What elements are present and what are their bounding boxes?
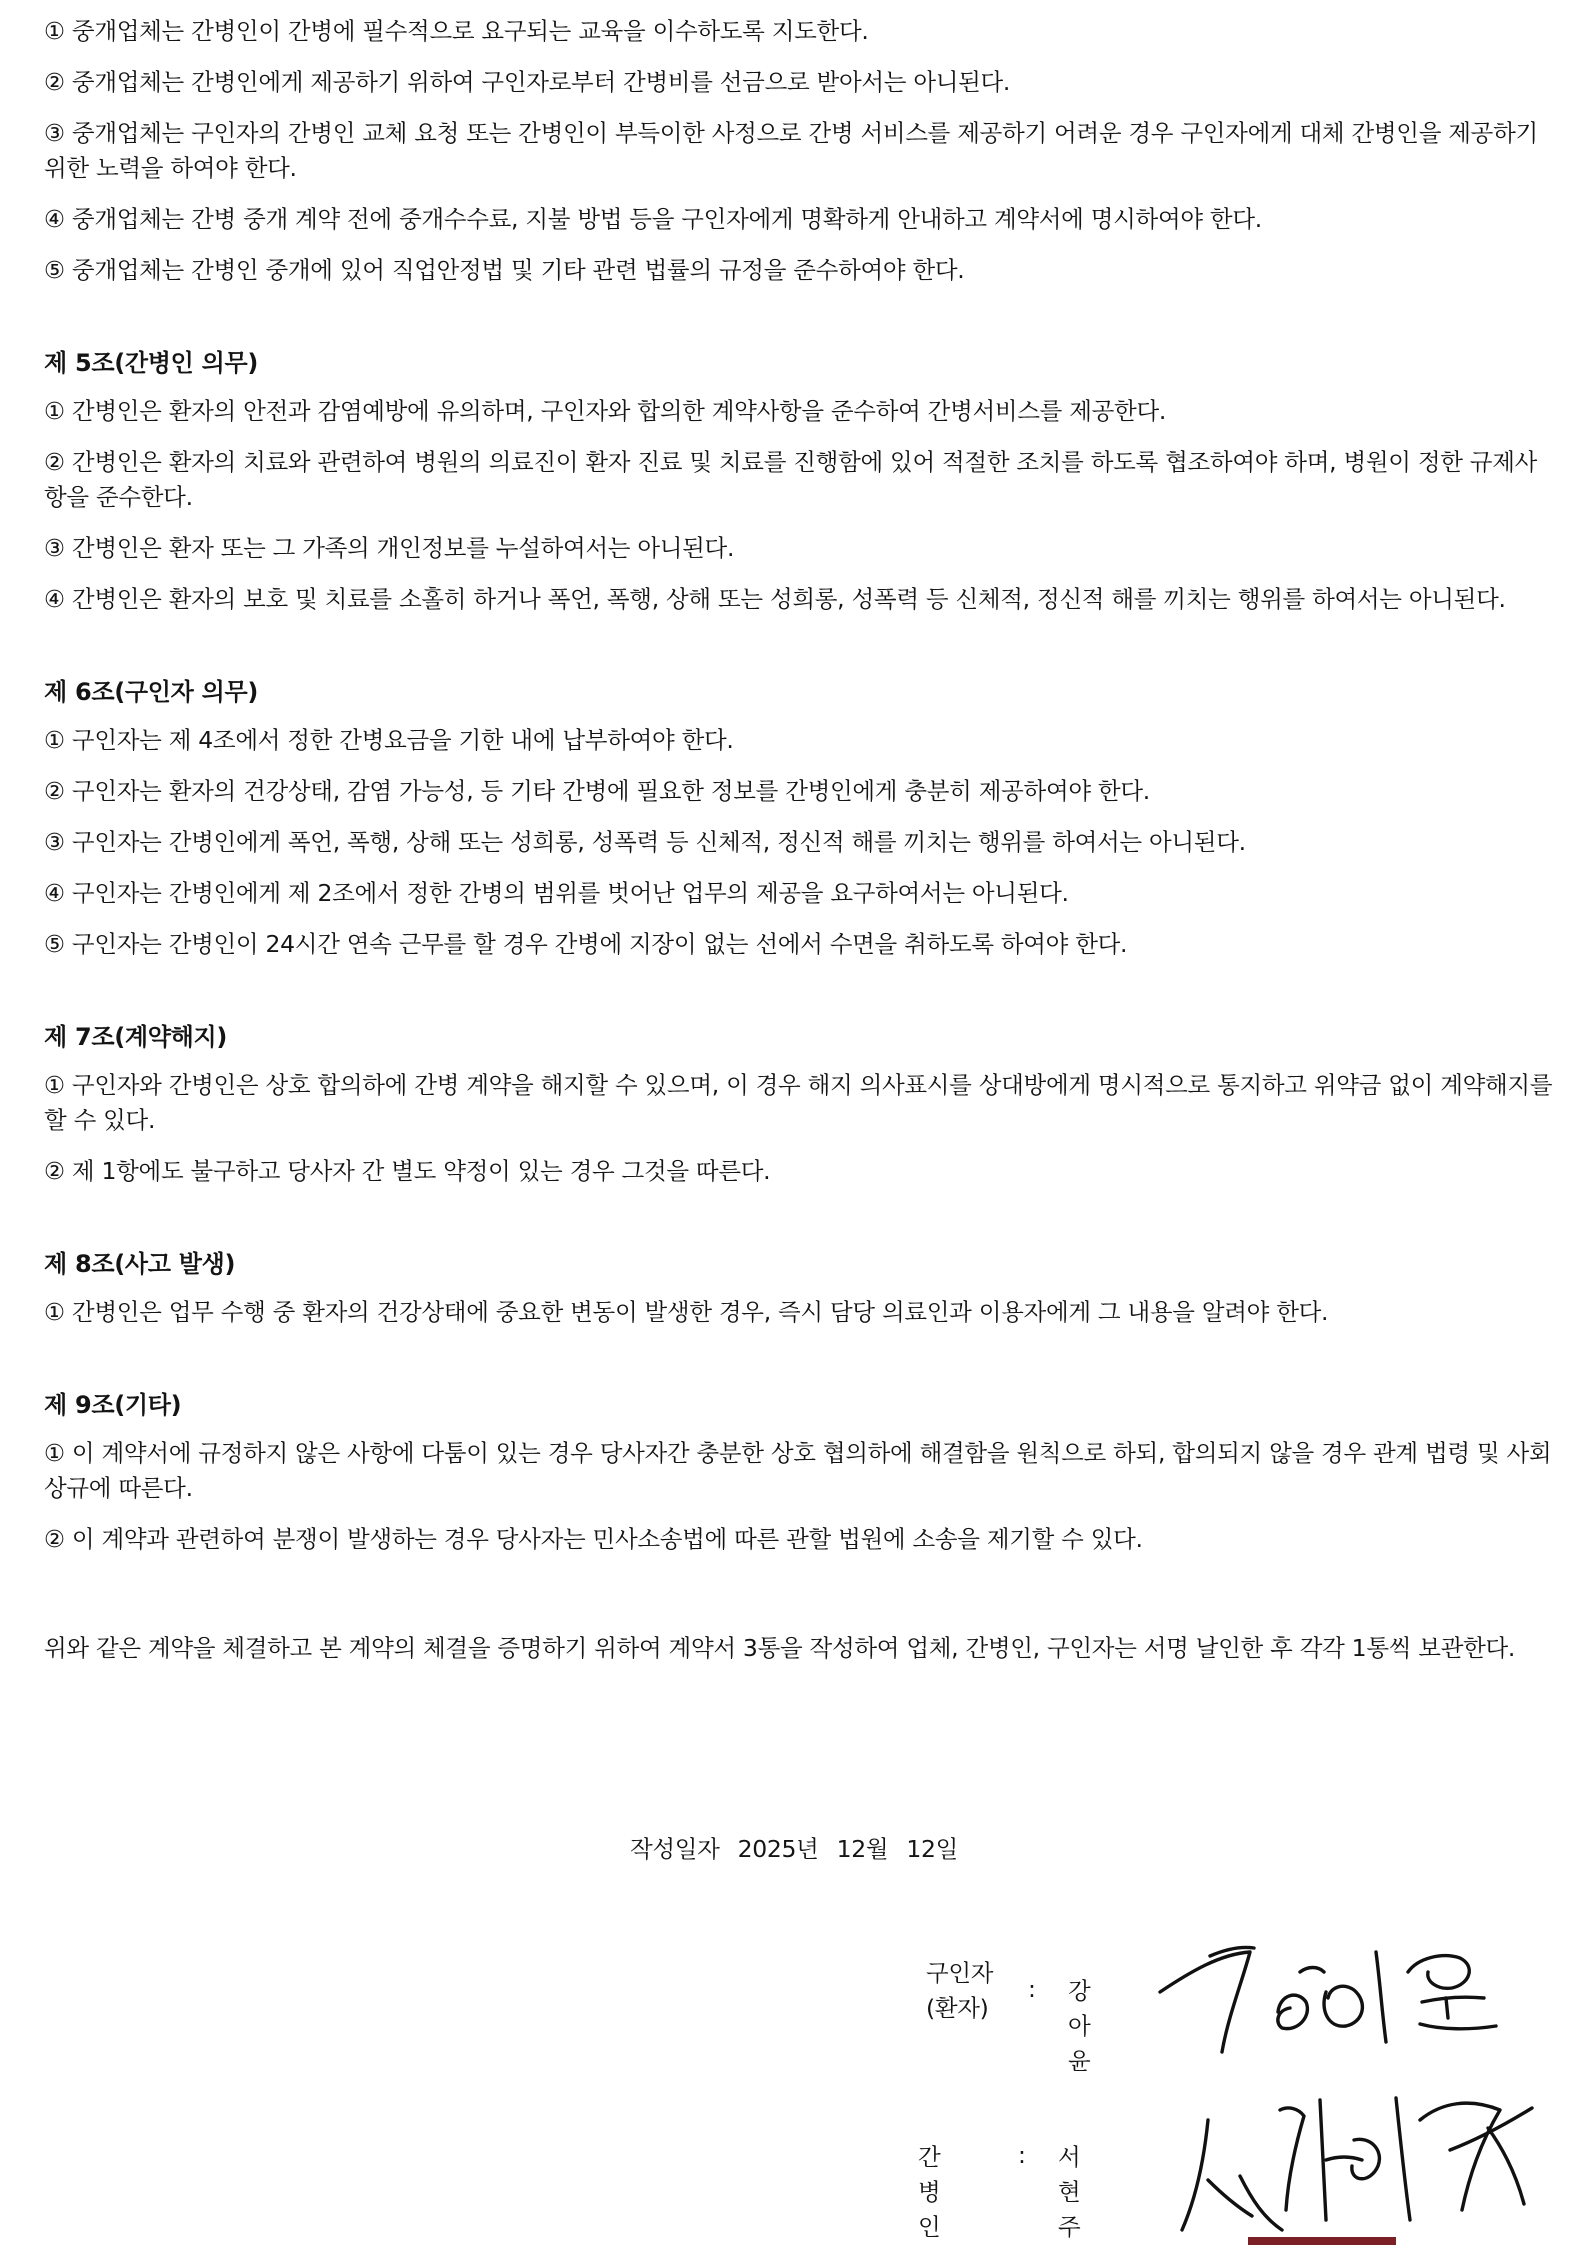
caregiver-name: 서현주 [1058, 2143, 1081, 2241]
date-label: 작성일자 [629, 1835, 720, 1863]
article-item: ⑤ 구인자는 간병인이 24시간 연속 근무를 할 경우 간병에 지장이 없는 선에서 수면을 취하도록 하여야 한다. [44, 930, 1128, 958]
article-heading: 제 9조(기타) [44, 1391, 182, 1419]
article-item: ② 제 1항에도 불구하고 당사자 간 별도 약정이 있는 경우 그것을 따른다. [44, 1157, 771, 1185]
article-item: ② 구인자는 환자의 건강상태, 감염 가능성, 등 기타 간병에 필요한 정보를 간병인에게 충분히 제공하여야 한다. [44, 777, 1150, 805]
article-item: ② 중개업체는 간병인에게 제공하기 위하여 구인자로부터 간병비를 선금으로 받아서는 아니된다. [44, 68, 1011, 96]
article-item: ② 이 계약과 관련하여 분쟁이 발생하는 경우 당사자는 민사소송법에 따른 관할 법원에 소송을 제기할 수 있다. [44, 1525, 1143, 1553]
article-item: ④ 중개업체는 간병 중개 계약 전에 중개수수료, 지불 방법 등을 구인자에게 명확하게 안내하고 계약서에 명시하여야 한다. [44, 205, 1262, 233]
date-month: 12월 [836, 1835, 889, 1863]
caregiver-colon: : [1018, 2141, 1026, 2169]
client-label-line1: 구인자 [926, 1959, 994, 1987]
article4-items [44, 14, 1554, 288]
article-heading: 제 8조(사고 발생) [44, 1250, 236, 1278]
article-item: ① 구인자와 간병인은 상호 합의하에 간병 계약을 해지할 수 있으며, 이 경우 해지 의사표시를 상대방에게 명시적으로 통지하고 위약금 없이 계약해지를 할 수 있다. [44, 1071, 1553, 1134]
article-item: ① 이 계약서에 규정하지 않은 사항에 다툼이 있는 경우 당사자간 충분한 상호 협의하에 해결함을 원칙으로 하되, 합의되지 않을 경우 관계 법령 및 사회상규에 따른다. [44, 1439, 1552, 1502]
article-item: ⑤ 중개업체는 간병인 중개에 있어 직업안정법 및 기타 관련 법률의 규정을 준수하여야 한다. [44, 256, 965, 284]
date-day: 12일 [906, 1835, 959, 1863]
article-item: ③ 구인자는 간병인에게 폭언, 폭행, 상해 또는 성희롱, 성폭력 등 신체적, 정신적 해를 끼치는 행위를 하여서는 아니된다. [44, 828, 1246, 856]
article-item: ② 간병인은 환자의 치료와 관련하여 병원의 의료진이 환자 진료 및 치료를 진행함에 있어 적절한 조치를 하도록 협조하여야 하며, 병원이 정한 규제사항을 준수한다. [44, 448, 1537, 511]
caregiver-signature-image [1170, 2080, 1550, 2242]
article-item: ④ 간병인은 환자의 보호 및 치료를 소홀히 하거나 폭언, 폭행, 상해 또는 성희롱, 성폭력 등 신체적, 정신적 해를 끼치는 행위를 하여서는 아니된다. [44, 585, 1506, 613]
article-item: ③ 중개업체는 구인자의 간병인 교체 요청 또는 간병인이 부득이한 사정으로 간병 서비스를 제공하기 어려운 경우 구인자에게 대체 간병인을 제공하기 위한 노력을 하여야 한다. [44, 119, 1538, 182]
date-year: 2025년 [737, 1835, 819, 1863]
contract-document [44, 14, 1554, 1666]
article-heading: 제 5조(간병인 의무) [44, 349, 259, 377]
article-item: ① 구인자는 제 4조에서 정한 간병요금을 기한 내에 납부하여야 한다. [44, 726, 734, 754]
article-heading: 제 6조(구인자 의무) [44, 678, 259, 706]
article-item: ① 간병인은 업무 수행 중 환자의 건강상태에 중요한 변동이 발생한 경우, 즉시 담당 의료인과 이용자에게 그 내용을 알려야 한다. [44, 1298, 1329, 1326]
date-line [0, 1832, 1588, 1867]
article-8 [44, 1247, 1554, 1330]
stamp-edge [1248, 2237, 1396, 2245]
article-heading: 제 7조(계약해지) [44, 1023, 228, 1051]
client-name: 강아윤 [1068, 1977, 1091, 2075]
client-colon: : [1028, 1975, 1036, 2003]
closing-statement: 위와 같은 계약을 체결하고 본 계약의 체결을 증명하기 위하여 계약서 3통을 작성하여 업체, 간병인, 구인자는 서명 날인한 후 각각 1통씩 보관한다. [44, 1634, 1516, 1662]
article-item: ① 간병인은 환자의 안전과 감염예방에 유의하며, 구인자와 합의한 계약사항을 준수하여 간병서비스를 제공한다. [44, 397, 1167, 425]
caregiver-label: 간병인 [918, 2143, 941, 2241]
article-item: ① 중개업체는 간병인이 간병에 필수적으로 요구되는 교육을 이수하도록 지도한다. [44, 17, 869, 45]
article-9 [44, 1388, 1554, 1557]
article-item: ③ 간병인은 환자 또는 그 가족의 개인정보를 누설하여서는 아니된다. [44, 534, 735, 562]
client-signature-image [1150, 1932, 1540, 2062]
client-label-line2: (환자) [926, 1994, 989, 2022]
article-item: ④ 구인자는 간병인에게 제 2조에서 정한 간병의 범위를 벗어난 업무의 제공을 요구하여서는 아니된다. [44, 879, 1069, 907]
article-5 [44, 346, 1554, 617]
article-6 [44, 675, 1554, 962]
article-7 [44, 1020, 1554, 1189]
